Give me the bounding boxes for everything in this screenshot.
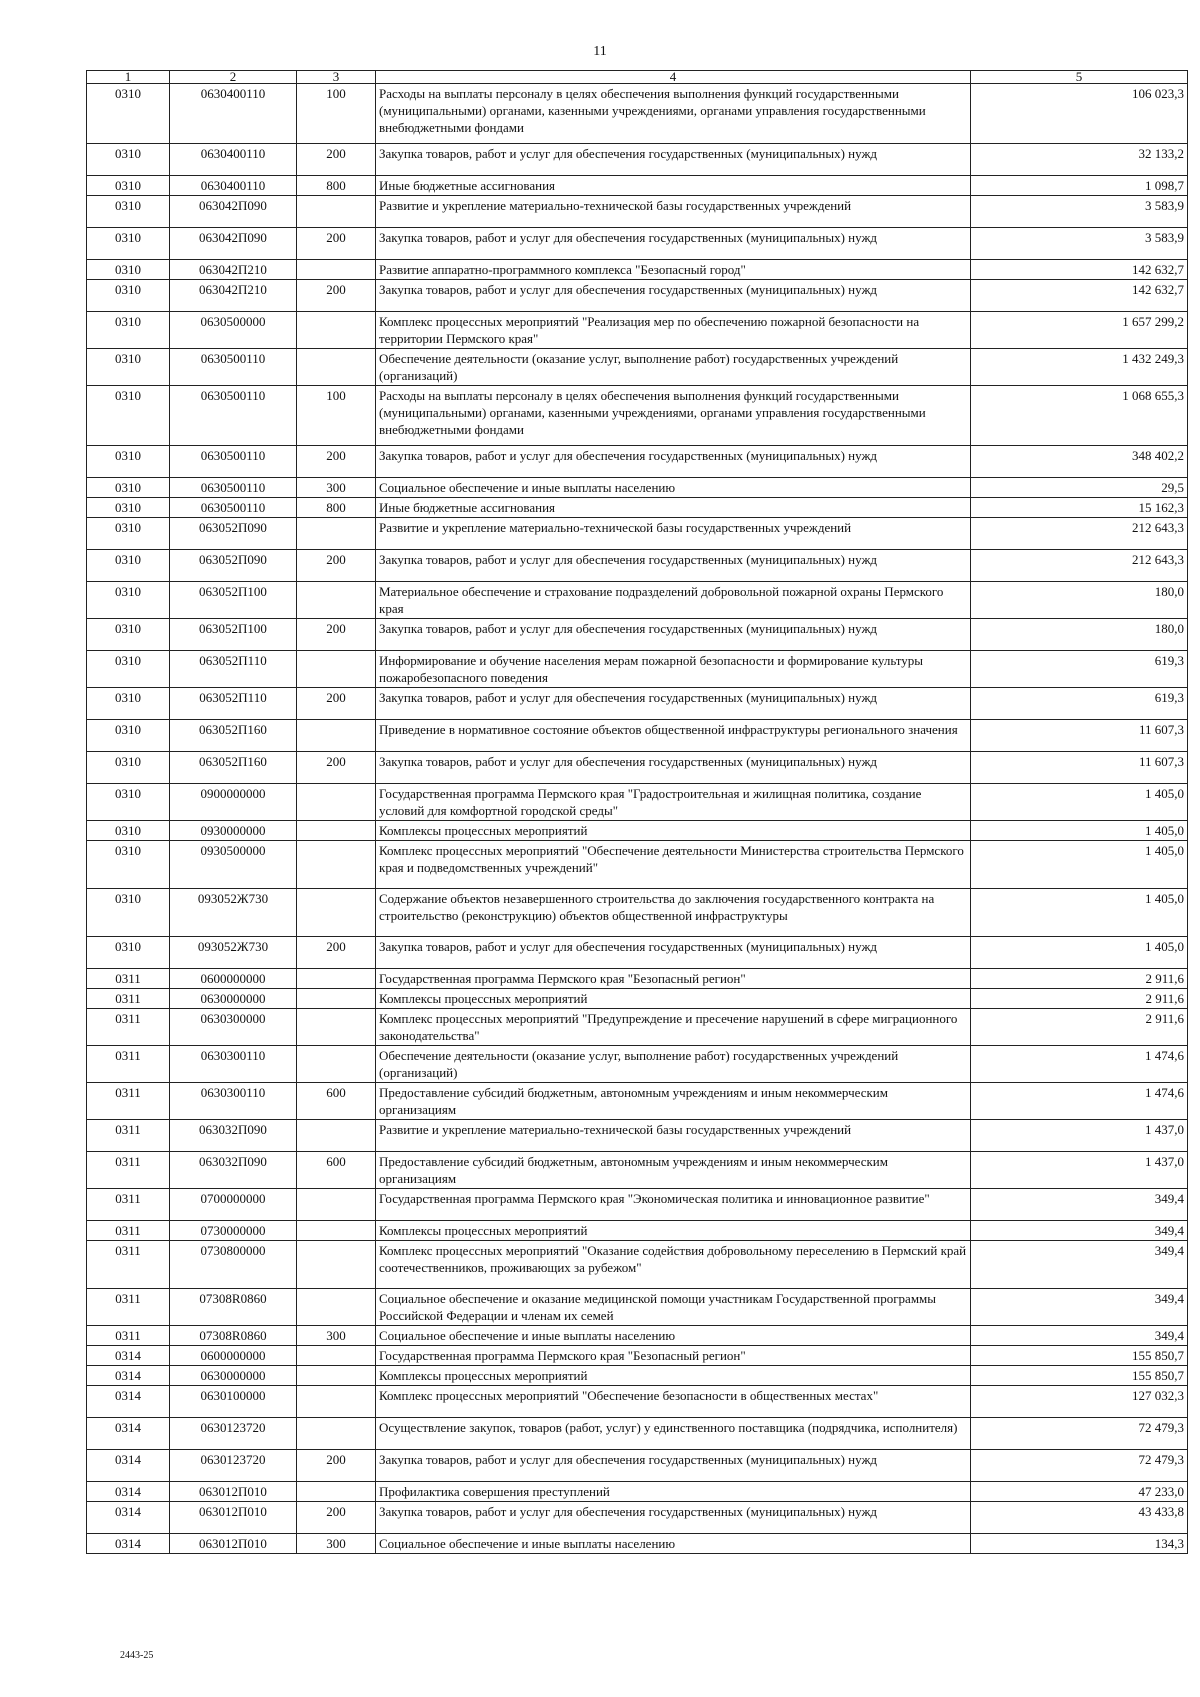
cell-c1: 0310	[87, 176, 170, 196]
cell-c2: 0600000000	[170, 1346, 297, 1366]
cell-c2: 063042П090	[170, 228, 297, 260]
table-row	[87, 312, 1188, 349]
cell-c5: 180,0	[971, 619, 1188, 651]
cell-c2: 0630500110	[170, 446, 297, 478]
cell-c1: 0310	[87, 619, 170, 651]
cell-c5: 72 479,3	[971, 1450, 1188, 1482]
cell-c2: 063052П090	[170, 518, 297, 550]
cell-c5: 127 032,3	[971, 1386, 1188, 1418]
cell-c3: 800	[297, 176, 376, 196]
cell-c5: 3 583,9	[971, 196, 1188, 228]
cell-c5: 32 133,2	[971, 144, 1188, 176]
cell-c5: 155 850,7	[971, 1366, 1188, 1386]
table-row	[87, 821, 1188, 841]
cell-c1: 0310	[87, 446, 170, 478]
cell-c4: Приведение в нормативное состояние объектов общественной инфраструктуры регионального значения	[376, 720, 971, 752]
cell-c1: 0311	[87, 1152, 170, 1189]
table-row	[87, 1152, 1188, 1189]
cell-c5: 1 405,0	[971, 784, 1188, 821]
column-header-3: 3	[297, 71, 376, 84]
cell-c3	[297, 720, 376, 752]
cell-c4: Комплекс процессных мероприятий "Реализация мер по обеспечению пожарной безопасности на территории Пермского края"	[376, 312, 971, 349]
cell-c3	[297, 349, 376, 386]
cell-c5: 1 657 299,2	[971, 312, 1188, 349]
cell-c4: Закупка товаров, работ и услуг для обеспечения государственных (муниципальных) нужд	[376, 752, 971, 784]
cell-c3	[297, 1386, 376, 1418]
cell-c5: 349,4	[971, 1326, 1188, 1346]
cell-c3: 200	[297, 937, 376, 969]
table-row	[87, 1366, 1188, 1386]
cell-c4: Социальное обеспечение и иные выплаты населению	[376, 1534, 971, 1554]
table-row	[87, 498, 1188, 518]
cell-c4: Закупка товаров, работ и услуг для обеспечения государственных (муниципальных) нужд	[376, 446, 971, 478]
cell-c1: 0310	[87, 937, 170, 969]
table-row	[87, 280, 1188, 312]
cell-c4: Социальное обеспечение и оказание медицинской помощи участникам Государственной программы Российской Федерации и членам их семей	[376, 1289, 971, 1326]
cell-c1: 0311	[87, 969, 170, 989]
cell-c4: Государственная программа Пермского края "Градостроительная и жилищная политика, создание условий для комфортной городской среды"	[376, 784, 971, 821]
cell-c2: 063052П100	[170, 582, 297, 619]
cell-c4: Закупка товаров, работ и услуг для обеспечения государственных (муниципальных) нужд	[376, 937, 971, 969]
cell-c5: 1 474,6	[971, 1046, 1188, 1083]
cell-c2: 0630123720	[170, 1450, 297, 1482]
table-body	[87, 84, 1188, 1554]
cell-c1: 0314	[87, 1346, 170, 1366]
cell-c2: 0630400110	[170, 176, 297, 196]
cell-c2: 063052П160	[170, 720, 297, 752]
table-row	[87, 688, 1188, 720]
cell-c5: 15 162,3	[971, 498, 1188, 518]
cell-c5: 1 068 655,3	[971, 386, 1188, 446]
cell-c2: 07308R0860	[170, 1289, 297, 1326]
cell-c2: 0900000000	[170, 784, 297, 821]
cell-c3	[297, 1366, 376, 1386]
cell-c3: 600	[297, 1083, 376, 1120]
cell-c4: Комплексы процессных мероприятий	[376, 821, 971, 841]
cell-c4: Осуществление закупок, товаров (работ, услуг) у единственного поставщика (подрядчика, исполнителя)	[376, 1418, 971, 1450]
cell-c3	[297, 841, 376, 889]
cell-c4: Содержание объектов незавершенного строительства до заключения государственного контракта на строительство (реконструкцию) объектов общественной инфраструктуры	[376, 889, 971, 937]
cell-c2: 0630500000	[170, 312, 297, 349]
cell-c1: 0314	[87, 1386, 170, 1418]
cell-c2: 0630300000	[170, 1009, 297, 1046]
cell-c4: Закупка товаров, работ и услуг для обеспечения государственных (муниципальных) нужд	[376, 688, 971, 720]
cell-c1: 0310	[87, 312, 170, 349]
cell-c3: 100	[297, 386, 376, 446]
table-row	[87, 518, 1188, 550]
table-row	[87, 1120, 1188, 1152]
cell-c2: 063032П090	[170, 1152, 297, 1189]
cell-c5: 180,0	[971, 582, 1188, 619]
cell-c1: 0314	[87, 1418, 170, 1450]
cell-c4: Закупка товаров, работ и услуг для обеспечения государственных (муниципальных) нужд	[376, 1502, 971, 1534]
cell-c5: 72 479,3	[971, 1418, 1188, 1450]
cell-c3	[297, 1120, 376, 1152]
cell-c4: Закупка товаров, работ и услуг для обеспечения государственных (муниципальных) нужд	[376, 550, 971, 582]
table-row	[87, 1009, 1188, 1046]
column-header-2: 2	[170, 71, 297, 84]
cell-c1: 0314	[87, 1366, 170, 1386]
cell-c1: 0314	[87, 1450, 170, 1482]
cell-c4: Развитие и укрепление материально-технической базы государственных учреждений	[376, 518, 971, 550]
cell-c2: 0630300110	[170, 1046, 297, 1083]
cell-c2: 063052П110	[170, 688, 297, 720]
cell-c3	[297, 969, 376, 989]
cell-c3	[297, 1289, 376, 1326]
cell-c3	[297, 1482, 376, 1502]
cell-c3: 800	[297, 498, 376, 518]
cell-c4: Иные бюджетные ассигнования	[376, 176, 971, 196]
cell-c1: 0310	[87, 260, 170, 280]
cell-c5: 2 911,6	[971, 1009, 1188, 1046]
cell-c3: 200	[297, 1450, 376, 1482]
cell-c4: Комплекс процессных мероприятий "Оказание содействия добровольному переселению в Пермский край соотечественников, проживающих за рубежом"	[376, 1241, 971, 1289]
cell-c1: 0311	[87, 989, 170, 1009]
cell-c1: 0310	[87, 144, 170, 176]
cell-c4: Закупка товаров, работ и услуг для обеспечения государственных (муниципальных) нужд	[376, 280, 971, 312]
cell-c3	[297, 582, 376, 619]
cell-c4: Закупка товаров, работ и услуг для обеспечения государственных (муниципальных) нужд	[376, 144, 971, 176]
cell-c3	[297, 312, 376, 349]
cell-c5: 11 607,3	[971, 720, 1188, 752]
cell-c2: 093052Ж730	[170, 937, 297, 969]
cell-c5: 2 911,6	[971, 969, 1188, 989]
cell-c3: 100	[297, 84, 376, 144]
cell-c3: 200	[297, 688, 376, 720]
cell-c5: 619,3	[971, 651, 1188, 688]
cell-c2: 0630500110	[170, 386, 297, 446]
cell-c4: Государственная программа Пермского края "Безопасный регион"	[376, 1346, 971, 1366]
cell-c5: 47 233,0	[971, 1482, 1188, 1502]
cell-c2: 0630500110	[170, 349, 297, 386]
table-row	[87, 176, 1188, 196]
page-number: 11	[593, 44, 607, 59]
cell-c1: 0311	[87, 1009, 170, 1046]
table-row	[87, 260, 1188, 280]
cell-c5: 1 405,0	[971, 889, 1188, 937]
cell-c2: 063052П160	[170, 752, 297, 784]
cell-c5: 106 023,3	[971, 84, 1188, 144]
cell-c3	[297, 1221, 376, 1241]
table-row	[87, 386, 1188, 446]
table-row	[87, 989, 1188, 1009]
cell-c3	[297, 1046, 376, 1083]
cell-c2: 0630000000	[170, 989, 297, 1009]
cell-c4: Комплексы процессных мероприятий	[376, 1221, 971, 1241]
cell-c3: 200	[297, 144, 376, 176]
cell-c2: 0630500110	[170, 498, 297, 518]
cell-c3	[297, 518, 376, 550]
cell-c5: 1 432 249,3	[971, 349, 1188, 386]
cell-c2: 063052П090	[170, 550, 297, 582]
table-row	[87, 752, 1188, 784]
cell-c2: 0630000000	[170, 1366, 297, 1386]
cell-c4: Информирование и обучение населения мерам пожарной безопасности и формирование культуры пожаробезопасного поведения	[376, 651, 971, 688]
cell-c2: 0630400110	[170, 84, 297, 144]
table-row	[87, 1482, 1188, 1502]
table-row	[87, 619, 1188, 651]
cell-c5: 1 405,0	[971, 937, 1188, 969]
cell-c4: Профилактика совершения преступлений	[376, 1482, 971, 1502]
table-row	[87, 1534, 1188, 1554]
cell-c1: 0310	[87, 349, 170, 386]
column-header-5: 5	[971, 71, 1188, 84]
cell-c5: 212 643,3	[971, 518, 1188, 550]
cell-c3	[297, 1418, 376, 1450]
column-header-1: 1	[87, 71, 170, 84]
cell-c4: Комплекс процессных мероприятий "Предупреждение и пресечение нарушений в сфере миграционного законодательства"	[376, 1009, 971, 1046]
cell-c3	[297, 1009, 376, 1046]
table-row	[87, 651, 1188, 688]
cell-c1: 0310	[87, 651, 170, 688]
table-row	[87, 1241, 1188, 1289]
table-row	[87, 550, 1188, 582]
cell-c5: 349,4	[971, 1189, 1188, 1221]
table-row	[87, 1189, 1188, 1221]
cell-c3: 600	[297, 1152, 376, 1189]
table-row	[87, 720, 1188, 752]
table-row	[87, 1346, 1188, 1366]
document-code: 2443-25	[120, 1650, 154, 1661]
cell-c4: Иные бюджетные ассигнования	[376, 498, 971, 518]
table-row	[87, 1046, 1188, 1083]
table-row	[87, 228, 1188, 260]
cell-c3: 200	[297, 280, 376, 312]
table-row	[87, 1083, 1188, 1120]
cell-c1: 0311	[87, 1326, 170, 1346]
cell-c1: 0310	[87, 582, 170, 619]
cell-c5: 619,3	[971, 688, 1188, 720]
cell-c1: 0310	[87, 84, 170, 144]
table-row	[87, 1450, 1188, 1482]
budget-table	[86, 70, 1188, 1554]
cell-c3: 300	[297, 1534, 376, 1554]
cell-c3	[297, 196, 376, 228]
cell-c2: 063012П010	[170, 1502, 297, 1534]
cell-c5: 212 643,3	[971, 550, 1188, 582]
cell-c2: 0930500000	[170, 841, 297, 889]
cell-c2: 063042П210	[170, 280, 297, 312]
cell-c1: 0310	[87, 889, 170, 937]
cell-c3	[297, 821, 376, 841]
table-row	[87, 784, 1188, 821]
table-row	[87, 969, 1188, 989]
cell-c5: 3 583,9	[971, 228, 1188, 260]
cell-c5: 1 405,0	[971, 841, 1188, 889]
cell-c5: 2 911,6	[971, 989, 1188, 1009]
cell-c3	[297, 651, 376, 688]
cell-c3: 300	[297, 1326, 376, 1346]
cell-c4: Расходы на выплаты персоналу в целях обеспечения выполнения функций государственными (муниципальными) органами, казенными учреждениями, органами управления государственными внебюджетными фондами	[376, 84, 971, 144]
cell-c1: 0311	[87, 1221, 170, 1241]
cell-c2: 063042П210	[170, 260, 297, 280]
cell-c5: 1 437,0	[971, 1152, 1188, 1189]
cell-c1: 0310	[87, 841, 170, 889]
cell-c1: 0310	[87, 821, 170, 841]
table-header-row	[87, 71, 1188, 84]
table-row	[87, 1418, 1188, 1450]
table-row	[87, 1326, 1188, 1346]
cell-c5: 349,4	[971, 1241, 1188, 1289]
table-row	[87, 582, 1188, 619]
cell-c3	[297, 1189, 376, 1221]
cell-c4: Комплекс процессных мероприятий "Обеспечение деятельности Министерства строительства Пермского края и подведомственных учреждений"	[376, 841, 971, 889]
cell-c1: 0311	[87, 1241, 170, 1289]
table-row	[87, 84, 1188, 144]
cell-c3	[297, 784, 376, 821]
cell-c5: 348 402,2	[971, 446, 1188, 478]
table-row	[87, 1289, 1188, 1326]
cell-c1: 0314	[87, 1534, 170, 1554]
cell-c2: 063032П090	[170, 1120, 297, 1152]
table-row	[87, 446, 1188, 478]
cell-c1: 0310	[87, 518, 170, 550]
cell-c5: 43 433,8	[971, 1502, 1188, 1534]
cell-c5: 142 632,7	[971, 260, 1188, 280]
cell-c1: 0310	[87, 784, 170, 821]
cell-c2: 063012П010	[170, 1534, 297, 1554]
cell-c1: 0314	[87, 1482, 170, 1502]
cell-c1: 0314	[87, 1502, 170, 1534]
cell-c3: 200	[297, 1502, 376, 1534]
cell-c4: Социальное обеспечение и иные выплаты населению	[376, 1326, 971, 1346]
cell-c4: Государственная программа Пермского края "Экономическая политика и инновационное развитие"	[376, 1189, 971, 1221]
cell-c1: 0310	[87, 228, 170, 260]
cell-c4: Комплекс процессных мероприятий "Обеспечение безопасности в общественных местах"	[376, 1386, 971, 1418]
table-row	[87, 841, 1188, 889]
cell-c4: Развитие и укрепление материально-технической базы государственных учреждений	[376, 196, 971, 228]
cell-c2: 0630100000	[170, 1386, 297, 1418]
cell-c1: 0310	[87, 752, 170, 784]
cell-c2: 0730000000	[170, 1221, 297, 1241]
cell-c5: 349,4	[971, 1221, 1188, 1241]
cell-c3: 200	[297, 550, 376, 582]
cell-c5: 155 850,7	[971, 1346, 1188, 1366]
cell-c3: 200	[297, 752, 376, 784]
cell-c4: Закупка товаров, работ и услуг для обеспечения государственных (муниципальных) нужд	[376, 1450, 971, 1482]
table-row	[87, 196, 1188, 228]
cell-c2: 07308R0860	[170, 1326, 297, 1346]
cell-c3	[297, 989, 376, 1009]
cell-c2: 0700000000	[170, 1189, 297, 1221]
table-row	[87, 937, 1188, 969]
cell-c1: 0311	[87, 1046, 170, 1083]
table-row	[87, 1386, 1188, 1418]
column-header-4: 4	[376, 71, 971, 84]
cell-c3: 200	[297, 446, 376, 478]
cell-c4: Развитие и укрепление материально-технической базы государственных учреждений	[376, 1120, 971, 1152]
cell-c2: 0630400110	[170, 144, 297, 176]
cell-c1: 0311	[87, 1289, 170, 1326]
cell-c4: Обеспечение деятельности (оказание услуг, выполнение работ) государственных учреждений (организаций)	[376, 1046, 971, 1083]
cell-c3	[297, 1241, 376, 1289]
table-row	[87, 889, 1188, 937]
cell-c2: 063052П110	[170, 651, 297, 688]
cell-c4: Закупка товаров, работ и услуг для обеспечения государственных (муниципальных) нужд	[376, 228, 971, 260]
cell-c2: 0930000000	[170, 821, 297, 841]
cell-c4: Обеспечение деятельности (оказание услуг, выполнение работ) государственных учреждений (организаций)	[376, 349, 971, 386]
cell-c1: 0310	[87, 196, 170, 228]
cell-c5: 1 098,7	[971, 176, 1188, 196]
cell-c4: Комплексы процессных мероприятий	[376, 1366, 971, 1386]
cell-c1: 0310	[87, 498, 170, 518]
cell-c2: 0630300110	[170, 1083, 297, 1120]
cell-c2: 063012П010	[170, 1482, 297, 1502]
cell-c3	[297, 889, 376, 937]
cell-c3: 200	[297, 619, 376, 651]
cell-c3: 300	[297, 478, 376, 498]
cell-c1: 0311	[87, 1189, 170, 1221]
cell-c4: Материальное обеспечение и страхование подразделений добровольной пожарной охраны Пермского края	[376, 582, 971, 619]
cell-c1: 0311	[87, 1120, 170, 1152]
cell-c4: Расходы на выплаты персоналу в целях обеспечения выполнения функций государственными (муниципальными) органами, казенными учреждениями, органами управления государственными внебюджетными фондами	[376, 386, 971, 446]
cell-c1: 0310	[87, 688, 170, 720]
cell-c2: 063052П100	[170, 619, 297, 651]
cell-c5: 134,3	[971, 1534, 1188, 1554]
cell-c4: Предоставление субсидий бюджетным, автономным учреждениям и иным некоммерческим организациям	[376, 1152, 971, 1189]
table-row	[87, 349, 1188, 386]
cell-c4: Закупка товаров, работ и услуг для обеспечения государственных (муниципальных) нужд	[376, 619, 971, 651]
cell-c4: Развитие аппаратно-программного комплекса "Безопасный город"	[376, 260, 971, 280]
cell-c2: 0600000000	[170, 969, 297, 989]
cell-c1: 0310	[87, 280, 170, 312]
table-row	[87, 1502, 1188, 1534]
cell-c4: Комплексы процессных мероприятий	[376, 989, 971, 1009]
cell-c3: 200	[297, 228, 376, 260]
table-row	[87, 1221, 1188, 1241]
cell-c1: 0310	[87, 478, 170, 498]
cell-c5: 349,4	[971, 1289, 1188, 1326]
cell-c1: 0310	[87, 386, 170, 446]
table-row	[87, 478, 1188, 498]
cell-c2: 0630123720	[170, 1418, 297, 1450]
cell-c3	[297, 1346, 376, 1366]
cell-c2: 093052Ж730	[170, 889, 297, 937]
cell-c5: 1 474,6	[971, 1083, 1188, 1120]
cell-c4: Социальное обеспечение и иные выплаты населению	[376, 478, 971, 498]
cell-c5: 1 405,0	[971, 821, 1188, 841]
cell-c5: 29,5	[971, 478, 1188, 498]
cell-c4: Государственная программа Пермского края "Безопасный регион"	[376, 969, 971, 989]
cell-c1: 0311	[87, 1083, 170, 1120]
cell-c5: 1 437,0	[971, 1120, 1188, 1152]
cell-c1: 0310	[87, 720, 170, 752]
cell-c1: 0310	[87, 550, 170, 582]
cell-c4: Предоставление субсидий бюджетным, автономным учреждениям и иным некоммерческим организациям	[376, 1083, 971, 1120]
cell-c2: 0730800000	[170, 1241, 297, 1289]
cell-c2: 063042П090	[170, 196, 297, 228]
table-row	[87, 144, 1188, 176]
cell-c5: 11 607,3	[971, 752, 1188, 784]
cell-c5: 142 632,7	[971, 280, 1188, 312]
cell-c3	[297, 260, 376, 280]
cell-c2: 0630500110	[170, 478, 297, 498]
